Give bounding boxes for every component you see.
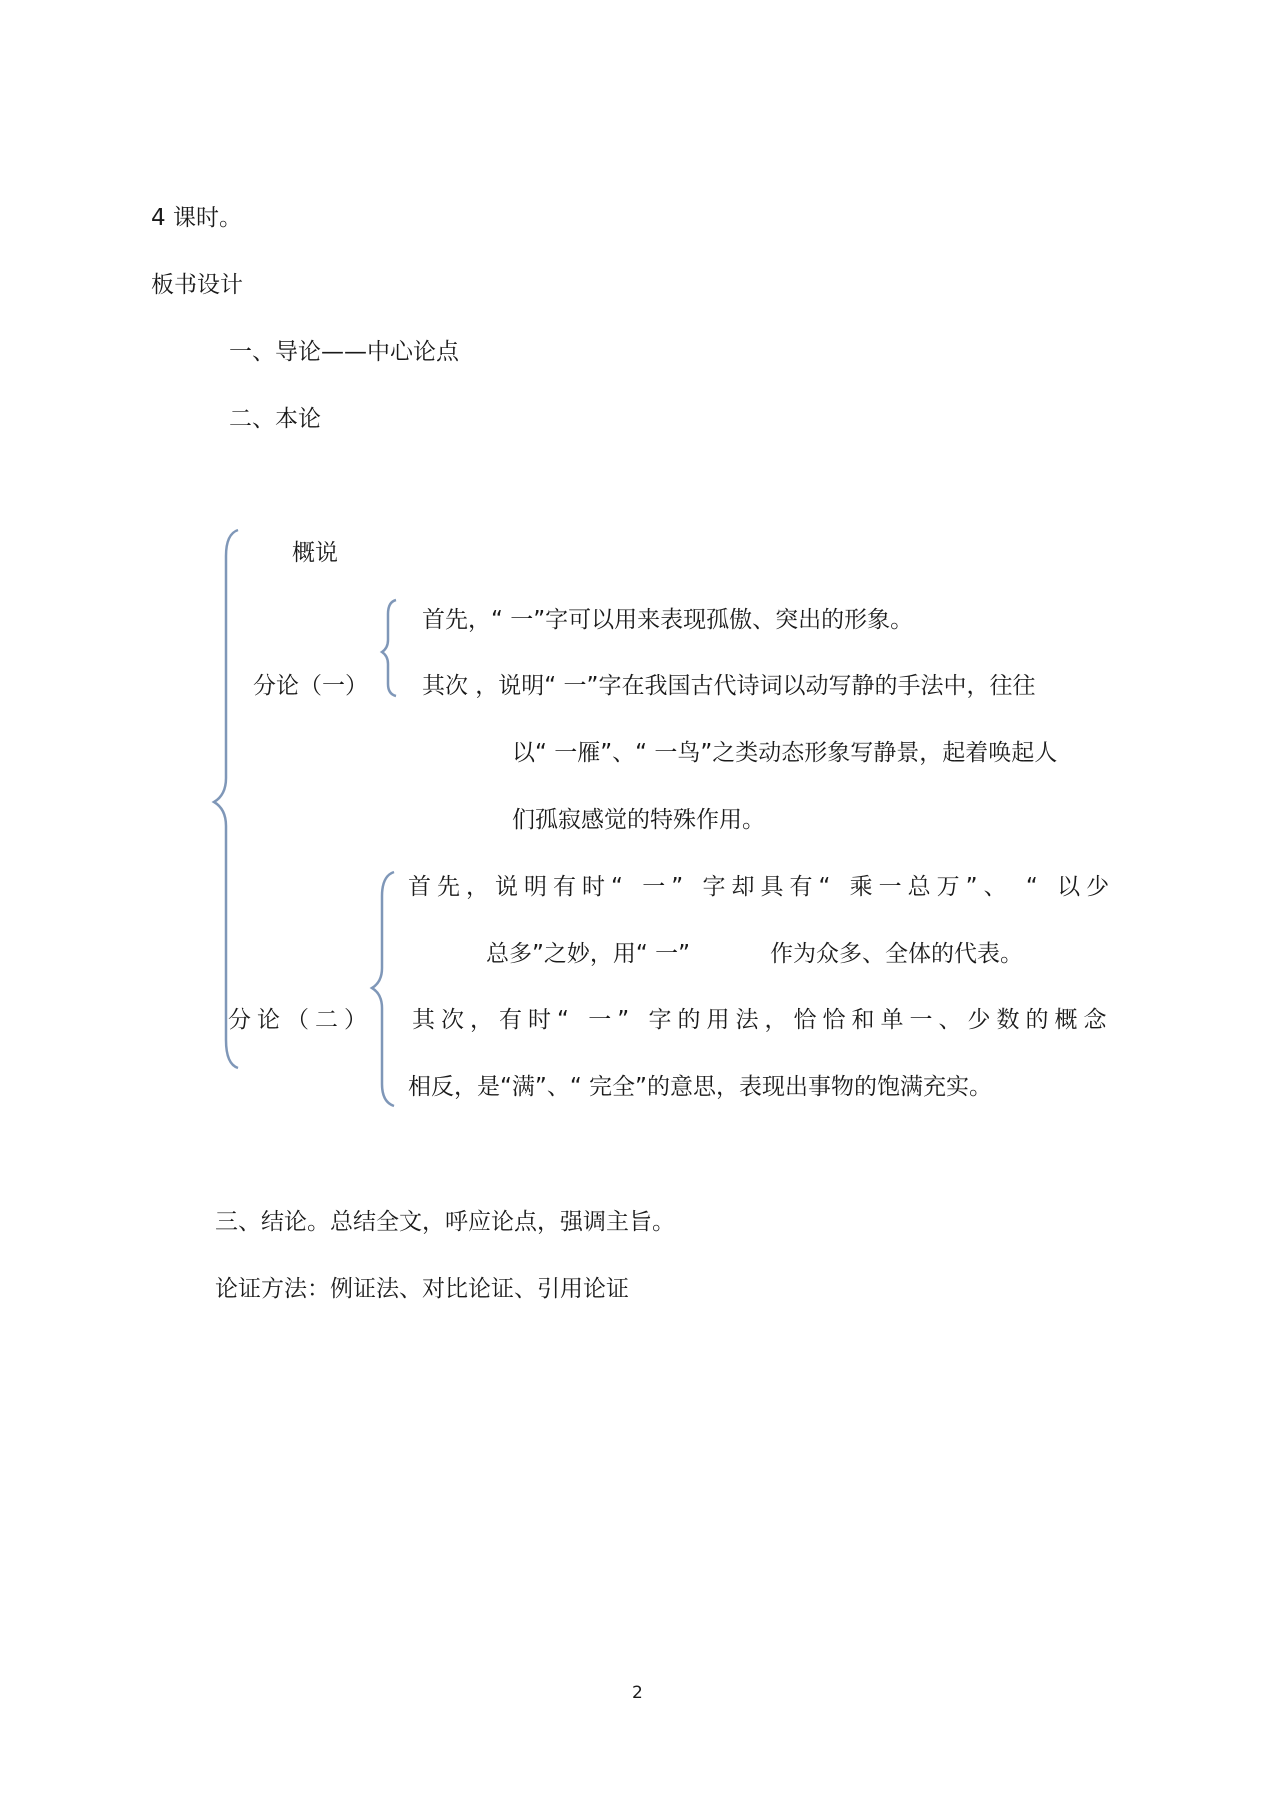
- sub2-point-d: 相反，是“满”、“ 完全”的意思，表现出事物的饱满充实。: [408, 1074, 992, 1100]
- sub1-point-b: 其次 ，说明“ 一”字在我国古代诗词以动写静的手法中，往往: [422, 673, 1036, 699]
- sub2-point-b2: 作为众多、全体的代表。: [770, 941, 1023, 967]
- sub2-point-c: 其次，有时“ 一” 字的用法，恰恰和单一、少数的概念: [412, 1007, 1113, 1033]
- outer-brace: [214, 530, 238, 1068]
- sub1-point-a: 首先，“ 一”字可以用来表现孤傲、突出的形象。: [422, 607, 914, 633]
- sub1-point-d: 们孤寂感觉的特殊作用。: [512, 807, 765, 833]
- page-number: 2: [632, 1683, 643, 1703]
- sub2-brace: [372, 872, 394, 1106]
- intro-line: 一、导论——中心论点: [229, 339, 459, 365]
- body-line: 二、本论: [229, 406, 321, 432]
- sub1-point-c: 以“ 一雁”、“ 一鸟”之类动态形象写静景，起着唤起人: [512, 740, 1058, 766]
- overview-label: 概说: [292, 540, 338, 566]
- hours-line: 4 课时。: [151, 205, 242, 231]
- sub2-label: 分论（二）: [228, 1007, 373, 1033]
- sub2-point-b: 总多”之妙，用“ 一”: [486, 941, 691, 967]
- board-design-heading: 板书设计: [151, 272, 243, 298]
- sub1-label: 分论（一）: [253, 673, 368, 699]
- sub2-point-a: 首先，说明有时“ 一” 字却具有“ 乘一总万”、 “ 以少: [408, 874, 1116, 900]
- methods-line: 论证方法：例证法、对比论证、引用论证: [215, 1276, 629, 1302]
- sub1-brace: [382, 600, 396, 696]
- conclusion-line: 三、结论。总结全文，呼应论点，强调主旨。: [215, 1209, 675, 1235]
